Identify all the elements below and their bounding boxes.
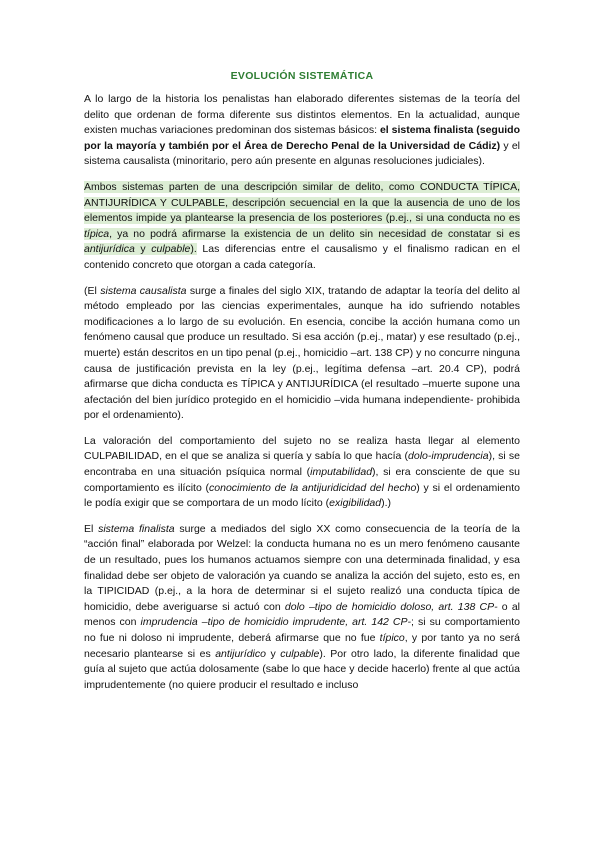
highlight-segment: ). (190, 243, 197, 256)
paragraph-text: El (84, 522, 99, 535)
paragraph-text: ; si su comportamiento no fue ni doloso ni imprudente, deberá afirmarse que no fue (84, 616, 521, 644)
italic-term: dolo-imprudencia (408, 450, 489, 463)
highlight-segment: y (134, 243, 152, 256)
paragraph-text: (El (84, 284, 101, 297)
paragraph-intro (84, 92, 520, 170)
paragraph-text: ). Por otro lado, la diferente finalidad que guía al sujeto que actúa dolosamente (sabe lo que hace y decide hacerlo) frente al que actúa imprudentemente (no quiere producir el resultado e incluso (84, 647, 521, 691)
highlight-italic: antijurídica (84, 243, 135, 256)
italic-term: dolo –tipo de homicidio doloso, art. 138 CP- (284, 600, 498, 613)
paragraph-text: La valoración del comportamiento del sujeto no se realiza hasta llegar al elemento CULPABILIDAD, en el que se analiza si quería y sabía lo que hacía ( (84, 434, 520, 463)
italic-term: sistema finalista (98, 522, 175, 535)
paragraph-finalista (84, 522, 520, 694)
italic-term: exigibilidad (329, 497, 382, 510)
paragraph-text: ) y si el ordenamiento le podía exigir que se comportara de un modo lícito ( (84, 481, 520, 510)
paragraph-causalista (84, 284, 520, 424)
paragraph-culpabilidad (84, 434, 520, 512)
paragraph-text: ).) (381, 497, 392, 510)
italic-term: imputabilidad (310, 466, 373, 479)
italic-term: conocimiento de la antijuridicidad del hecho (209, 481, 417, 494)
paragraph-text: ), si era consciente de que su comportamiento es ilícito ( (84, 466, 520, 494)
highlight-segment: , ya no podrá afirmarse la existencia de un delito sin necesidad de constatar si es (109, 227, 520, 240)
paragraph-text: surge a mediados del siglo XX como consecuencia de la teoría de la “acción final” elaborada por Welzel: la conducta humana no es un mero fenómeno causante de un resultado, pues los humanos actuamos siempre con una determinada finalidad, y esa finalidad debe ser objeto de valoración ya cuando se analiza la acción del sujeto, esto es, en la TIPICIDAD (p.ej., a la hora de determinar si el sujeto realizó una conducta típica de homicidio, debe averiguarse si actuó con (84, 522, 520, 613)
paragraph-text: ), si se encontraba en una situación psíquica normal ( (84, 450, 520, 479)
italic-term: imprudencia –tipo de homicidio imprudente, art. 142 CP- (140, 616, 412, 629)
paragraph-text: A lo largo de la historia los penalistas han elaborado diferentes sistemas de la teoría del delito que ordenan de forma diferente sus distintos elementos. En la actualidad, aunque existen muchas variaciones predominan dos sistemas básicos: (84, 93, 520, 137)
italic-term: culpable (280, 647, 320, 660)
paragraph-text: Las diferencias entre el causalismo y el finalismo radican en el contenido concreto que otorgan a cada categoría. (84, 243, 520, 271)
bold-text: el sistema finalista (seguido por la mayoría y también por el Área de Derecho Penal de la Universidad de Cádiz) (84, 124, 520, 152)
italic-term: sistema causalista (100, 284, 187, 297)
paragraph-text: y el sistema causalista (minoritario, pero aún presente en algunas resoluciones judiciales). (84, 139, 520, 168)
paragraph-text: , y por tanto ya no será necesario plantearse si es (84, 632, 520, 660)
highlight-segment: Ambos sistemas parten de una descripción similar de delito, como CONDUCTA TÍPICA, ANTIJURÍDICA Y CULPABLE, descripción secuencial en la que la ausencia de uno de los elementos impide ya plantearse la presencia de los posteriores (p.ej., si una conducta no es (84, 180, 520, 225)
highlight-italic: culpable (151, 243, 191, 256)
italic-term: antijurídico (215, 647, 266, 660)
paragraph-text: o al menos con (84, 600, 520, 629)
page-title: EVOLUCIÓN SISTEMÁTICA (230, 70, 374, 82)
paragraph-text: y (265, 647, 281, 660)
italic-term: típico (379, 632, 405, 644)
paragraph-text: surge a finales del siglo XIX, tratando de adaptar la teoría del delito al método empleado por las ciencias experimentales, aunque ha ido sufriendo notables modificaciones a lo largo de su evolución. En esencia, concibe la acción humana como un fenómeno causal que produce un resultado. Si esa acción (p.ej., matar) y ese resultado (p.ej., muerte) están descritos en un tipo penal (p.ej., homicidio –art. 138 CP) y no concurre ninguna causa de justificación prevista en la ley (p.ej., legítima defensa –art. 20.4 CP), podrá afirmarse que dicha conducta es TÍPICA y ANTIJURÍDICA (el resultado –muerte supone una afectación del bien jurídico protegido en el homicidio –vida humana independiente- prohibida por el ordenamiento). (84, 284, 521, 422)
paragraph-highlighted (84, 180, 520, 274)
highlight-italic: típica (84, 227, 110, 240)
